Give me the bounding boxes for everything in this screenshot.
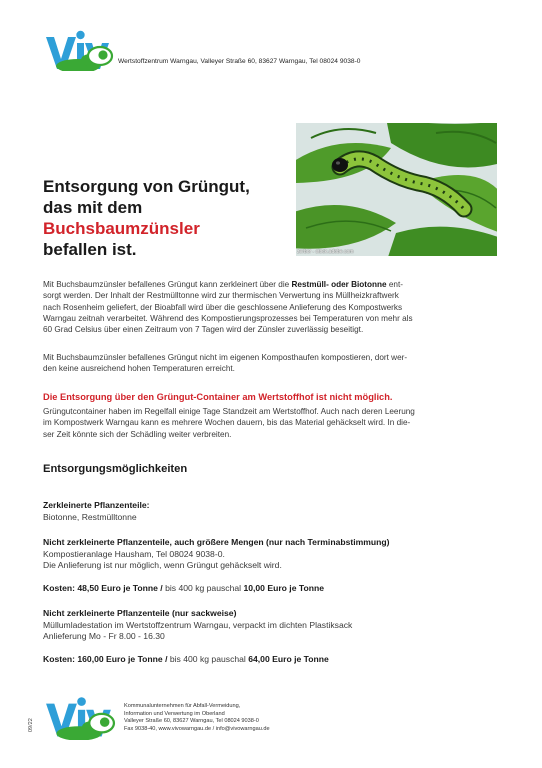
footer-line: Fax 9038-40, www.vivowarngau.de / info@vivowarngau.de bbox=[124, 725, 270, 732]
vivo-footer-logo bbox=[44, 694, 116, 740]
title-line-4: befallen ist. bbox=[43, 240, 137, 259]
compost-paragraph bbox=[43, 352, 498, 375]
option-3-line: Müllumladestation im Wertstoffzentrum Warngau, verpackt im dichten Plastiksack bbox=[43, 620, 353, 630]
compost-line: Mit Buchsbaumzünsler befallenes Grüngut nicht im eigenen Komposthaufen kompostieren, dort wer- bbox=[43, 353, 408, 362]
section-title: Entsorgungsmöglichkeiten bbox=[43, 463, 188, 475]
page-title bbox=[43, 176, 288, 260]
intro-line: nach Rosenheim geliefert, der Bioabfall wird über die geschlossene Anlieferung des Kompostwerks bbox=[43, 302, 403, 312]
footer-line: Information und Verwertung im Oberland bbox=[124, 710, 225, 717]
option-3-cost: Kosten: 160,00 Euro je Tonne / bis 400 kg pauschal 64,00 Euro je Tonne bbox=[43, 654, 329, 664]
document-code: 09/22 bbox=[28, 718, 34, 732]
warning-line: ser Zeit könnte sich der Schädling weiter verbreiten. bbox=[43, 429, 232, 439]
header-address: Wertstoffzentrum Warngau, Valleyer Straße 60, 83627 Warngau, Tel 08024 9038-0 bbox=[118, 58, 361, 65]
option-2-title: Nicht zerkleinerte Pflanzenteile, auch größere Mengen (nur nach Terminabstimmung) bbox=[43, 537, 390, 547]
vivo-logo-mark bbox=[46, 31, 112, 71]
compost-line: den keine ausreichend hohen Temperaturen erreicht. bbox=[43, 364, 235, 374]
option-2-line: Kompostieranlage Hausham, Tel 08024 9038-0. bbox=[43, 549, 225, 559]
footer-contact bbox=[124, 703, 270, 733]
option-3-text bbox=[43, 620, 352, 642]
option-1-text: Biotonne, Restmülltonne bbox=[43, 512, 137, 522]
option-2-line: Die Anlieferung ist nur möglich, wenn Grüngut gehäckselt wird. bbox=[43, 560, 282, 571]
caterpillar-photo bbox=[296, 123, 497, 256]
intro-line: Mit Buchsbaumzünsler befallenes Grüngut kann zerkleinert über die Restmüll- oder Biotonne ent- bbox=[43, 280, 403, 289]
title-line-2: das mit dem bbox=[43, 198, 143, 217]
vivo-footer-logo-mark bbox=[46, 697, 114, 740]
intro-paragraph bbox=[43, 279, 498, 335]
option-3-line: Anlieferung Mo - Fr 8.00 - 16.30 bbox=[43, 631, 165, 642]
title-line-1: Entsorgung von Grüngut, bbox=[43, 177, 250, 196]
warning-heading: Die Entsorgung über den Grüngut-Container am Wertstoffhof ist nicht möglich. bbox=[43, 392, 393, 402]
title-highlight: Buchsbaumzünsler bbox=[43, 219, 200, 238]
option-3-title: Nicht zerkleinerte Pflanzenteile (nur sackweise) bbox=[43, 608, 237, 618]
option-2-cost: Kosten: 48,50 Euro je Tonne / bis 400 kg pauschal 10,00 Euro je Tonne bbox=[43, 583, 325, 593]
option-2-text bbox=[43, 549, 282, 571]
photo-credit: zerbor - stock.adobe.com bbox=[297, 249, 354, 255]
warning-line: Grüngutcontainer haben im Regelfall einige Tage Standzeit am Wertstoffhof. Auch nach deren Leerung bbox=[43, 407, 415, 416]
intro-bold: Restmüll- oder Biotonne bbox=[291, 280, 387, 289]
option-1-title: Zerkleinerte Pflanzenteile: bbox=[43, 500, 150, 510]
warning-line: im Kompostwerk Warngau kann es mehrere Wochen dauern, bis das Material gehäckselt wird. In die- bbox=[43, 418, 411, 428]
vivo-logo bbox=[44, 29, 114, 71]
intro-line: Warngau zeitnah verarbeitet. Während des Kompostierungsprozesses bei Temperaturen von mehr als bbox=[43, 313, 413, 323]
intro-line: 60 Grad Celsius über einen Zeitraum von 7 Tagen wird der Zünsler zuverlässig beseitigt. bbox=[43, 325, 364, 335]
intro-line: sorgt werden. Der Inhalt der Restmülltonne wird zur thermischen Verwertung ins Müllheizkraftwerk bbox=[43, 291, 399, 301]
warning-paragraph bbox=[43, 406, 498, 440]
footer-line: Valleyer Straße 60, 83627 Warngau, Tel 08024 9038-0 bbox=[124, 718, 259, 725]
footer-line: Kommunalunternehmen für Abfall-Vermeidung, bbox=[124, 703, 241, 709]
